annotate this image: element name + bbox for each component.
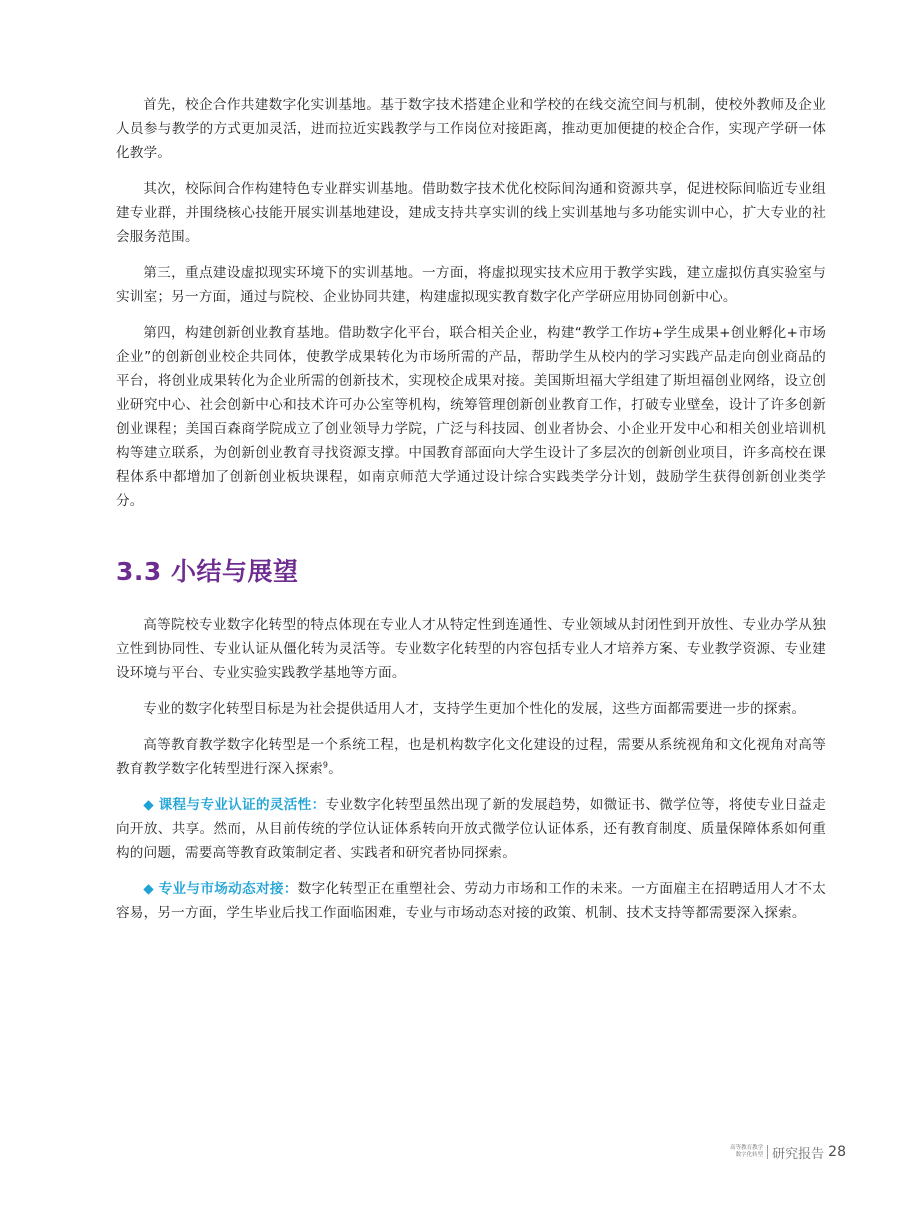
highlight-title: 专业与市场动态对接：: [158, 881, 298, 897]
report-logo: [730, 1145, 768, 1159]
diamond-bullet-icon: ◆: [143, 797, 154, 813]
footnote-reference[interactable]: 9: [322, 760, 329, 770]
page-content: [116, 93, 826, 937]
highlight-text: 数字化转型正在重塑社会、劳动力市场和工作的未来。一方面雇主在招聘适用人才不太容易，另一方面，学生毕业后找工作面临困难，专业与市场动态对接的政策、机制、技术支持等都需要深入探索。: [116, 881, 826, 921]
report-label: 研究报告: [772, 1146, 825, 1162]
section-heading: 3.3 小结与展望: [116, 557, 299, 586]
paragraph-virtual-reality: 第三，重点建设虚拟现实环境下的实训基地。一方面，将虚拟现实技术应用于教学实践，建立虚拟仿真实验室与实训室；另一方面，通过与院校、企业协同共建，构建虚拟现实教育数字化产学研应用协同创新中心。: [116, 265, 826, 305]
highlight-title: 课程与专业认证的灵活性：: [158, 797, 326, 813]
highlight-item-market: [116, 877, 826, 925]
paragraph-summary-goal: 专业的数字化转型目标是为社会提供适用人才，支持学生更加个性化的发展，这些方面都需要进一步的探索。: [143, 701, 806, 717]
paragraph-summary-system-tail: 。: [328, 761, 342, 777]
page-number: 28: [828, 1144, 846, 1160]
paragraph-summary-system-text: 高等教育教学数字化转型是一个系统工程，也是机构数字化文化建设的过程，需要从系统视角和文化视角对高等教育教学数字化转型进行深入探索: [116, 737, 826, 777]
paragraph-inter-school: 其次，校际间合作构建特色专业群实训基地。借助数字技术优化校际间沟通和资源共享，促进校际间临近专业组建专业群，并围绕核心技能开展实训基地建设，建成支持共享实训的线上实训基地与多功能实训中心，扩大专业的社会服务范围。: [116, 181, 826, 245]
paragraph-innovation-entrepreneurship: 第四，构建创新创业教育基地。借助数字化平台，联合相关企业，构建“教学工作坊+学生成果+创业孵化+市场企业”的创新创业校企共同体，使教学成果转化为市场所需的产品，帮助学生从校内的学习实践产品走向创业商品的平台，将创业成果转化为企业所需的创新技术，实现校企成果对接。美国斯坦福大学组建了斯坦福创业网络，设立创业研究中心、社会创新中心和技术许可办公室等机构，统筹管理创新创业教育工作，打破专业壁垒，设计了许多创新创业课程；美国百森商学院成立了创业领导力学院，广泛与科技园、创业者协会、小企业开发中心和相关创业培训机构等建立联系，为创新创业教育寻找资源支撑。中国教育部面向大学生设计了多层次的创新创业项目，许多高校在课程体系中都增加了创新创业板块课程，如南京师范大学通过设计综合实践类学分计划，鼓励学生获得创新创业类学分。: [116, 325, 826, 509]
highlight-text: 专业数字化转型虽然出现了新的发展趋势，如微证书、微学位等，将使专业日益走向开放、共享。然而，从目前传统的学位认证体系转向开放式微学位认证体系，还有教育制度、质量保障体系如何重构的问题，需要高等教育政策制定者、实践者和研究者协同探索。: [116, 797, 826, 861]
highlight-item-certification: [116, 793, 826, 865]
diamond-bullet-icon: ◆: [143, 881, 154, 897]
page-footer: [730, 1141, 846, 1163]
paragraph-school-enterprise: 首先，校企合作共建数字化实训基地。基于数字技术搭建企业和学校的在线交流空间与机制，使校外教师及企业人员参与教学的方式更加灵活，进而拉近实践教学与工作岗位对接距离，推动更加便捷的校企合作，实现产学研一体化教学。: [116, 97, 826, 161]
paragraph-summary-system: [116, 733, 826, 781]
logo-line-1: 高等教育教学: [730, 1145, 764, 1151]
logo-line-2: 数字化转型: [735, 1152, 764, 1158]
paragraph-summary-features: 高等院校专业数字化转型的特点体现在专业人才从特定性到连通性、专业领域从封闭性到开放性、专业办学从独立性到协同性、专业认证从僵化转为灵活等。专业数字化转型的内容包括专业人才培养方案、专业教学资源、专业建设环境与平台、专业实验实践教学基地等方面。: [116, 617, 826, 681]
